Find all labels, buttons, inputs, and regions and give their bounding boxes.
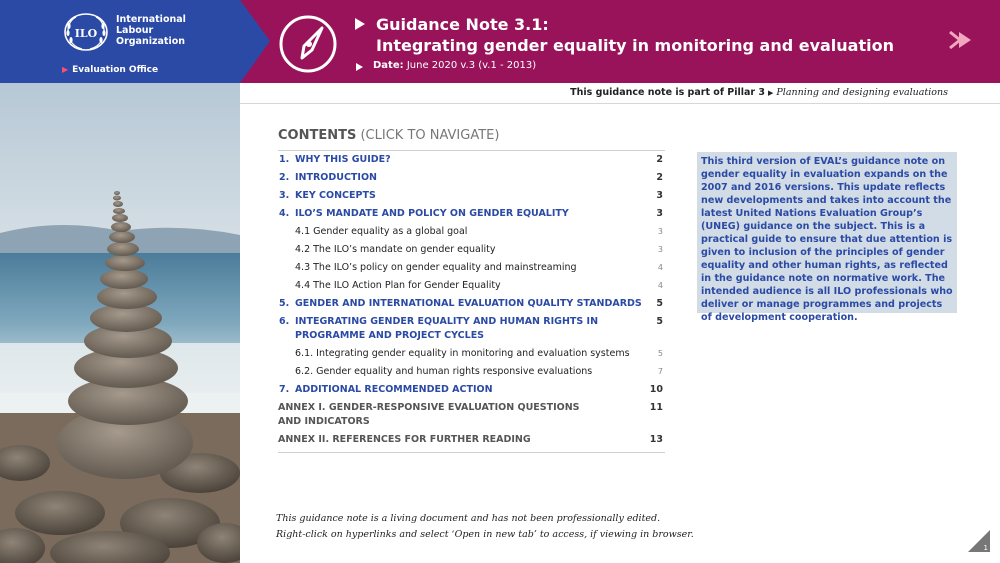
toc-subitem-4-1[interactable]: 4.1 Gender equality as a global goal 3 — [295, 226, 663, 237]
title-arrow-icon — [355, 18, 365, 30]
toc-subitem-6-1[interactable]: 6.1. Integrating gender equality in monitoring and evaluation systems 5 — [295, 348, 663, 359]
page-number: 1 — [983, 544, 988, 552]
organization-name: International Labour Organization — [116, 14, 186, 47]
ilo-logo-icon — [62, 12, 110, 52]
pillar-bar — [240, 83, 1000, 104]
toc-annex-1[interactable]: ANNEX I. GENDER-RESPONSIVE EVALUATION QUESTIONS AND INDICATORS 11 — [278, 402, 663, 427]
toc-item-3[interactable]: 3. KEY CONCEPTS 3 — [279, 190, 663, 201]
toc-item-4[interactable]: 4. ILO’S MANDATE AND POLICY ON GENDER EQUALITY 3 — [279, 208, 663, 219]
compass-icon — [278, 14, 338, 74]
contents-heading: CONTENTS (CLICK TO NAVIGATE) — [278, 128, 500, 143]
evaluation-office-label: ▶ Evaluation Office — [62, 65, 159, 75]
triangle-right-icon: ▶ — [62, 65, 69, 74]
toc-item-6[interactable]: 6. INTEGRATING GENDER EQUALITY AND HUMAN RIGHTS IN PROGRAMME AND PROJECT CYCLES 5 — [279, 316, 663, 341]
footnote: This guidance note is a living document and has not been professionally edited. Right-click on hyperlinks and select ‘Open in new tab’ to access, if viewing in browser. — [276, 513, 694, 540]
toc-subitem-6-2[interactable]: 6.2. Gender equality and human rights responsive evaluations 7 — [295, 366, 663, 377]
toc-item-5[interactable]: 5. GENDER AND INTERNATIONAL EVALUATION QUALITY STANDARDS 5 — [279, 298, 663, 309]
toc-subitem-4-2[interactable]: 4.2 The ILO’s mandate on gender equality 3 — [295, 244, 663, 255]
date-arrow-icon — [356, 63, 363, 71]
ilo-logo-text: ILO — [74, 27, 98, 40]
toc-annex-2[interactable]: ANNEX II. REFERENCES FOR FURTHER READING 13 — [278, 434, 663, 445]
toc-divider — [278, 449, 665, 453]
double-chevron-right-icon[interactable] — [948, 30, 974, 50]
toc-item-1[interactable]: 1. WHY THIS GUIDE? 2 — [279, 154, 663, 165]
stacked-stones-photo — [0, 83, 240, 563]
small-triangle-icon: ▶ — [768, 89, 774, 97]
intro-box: This third version of EVAL’s guidance note on gender equality in evaluation expands on the 2007 and 2016 versions. This update reflects new developments and takes into account the latest United Nations Evaluation Group’s (UNEG) guidance on the subject. This is a practical guide to ensure that due attention is given to inclusion of the principles of gender equality and other human rights, as reflected in the guidance note on normative work. The intended audience is all ILO professionals who deliver or manage programmes and projects of development cooperation. — [697, 152, 957, 313]
toc-subitem-4-4[interactable]: 4.4 The ILO Action Plan for Gender Equality 4 — [295, 280, 663, 291]
table-of-contents — [278, 150, 665, 453]
page-title: Guidance Note 3.1: Integrating gender equality in monitoring and evaluation — [376, 15, 894, 55]
document-date: Date: June 2020 v.3 (v.1 - 2013) — [373, 60, 537, 71]
toc-subitem-4-3[interactable]: 4.3 The ILO’s policy on gender equality and mainstreaming 4 — [295, 262, 663, 273]
toc-item-2[interactable]: 2. INTRODUCTION 2 — [279, 172, 663, 183]
toc-item-7[interactable]: 7. ADDITIONAL RECOMMENDED ACTION 10 — [279, 384, 663, 395]
pillar-link[interactable]: Planning and designing evaluations — [776, 87, 948, 98]
pillar-prefix: This guidance note is part of Pillar 3 — [570, 87, 766, 98]
